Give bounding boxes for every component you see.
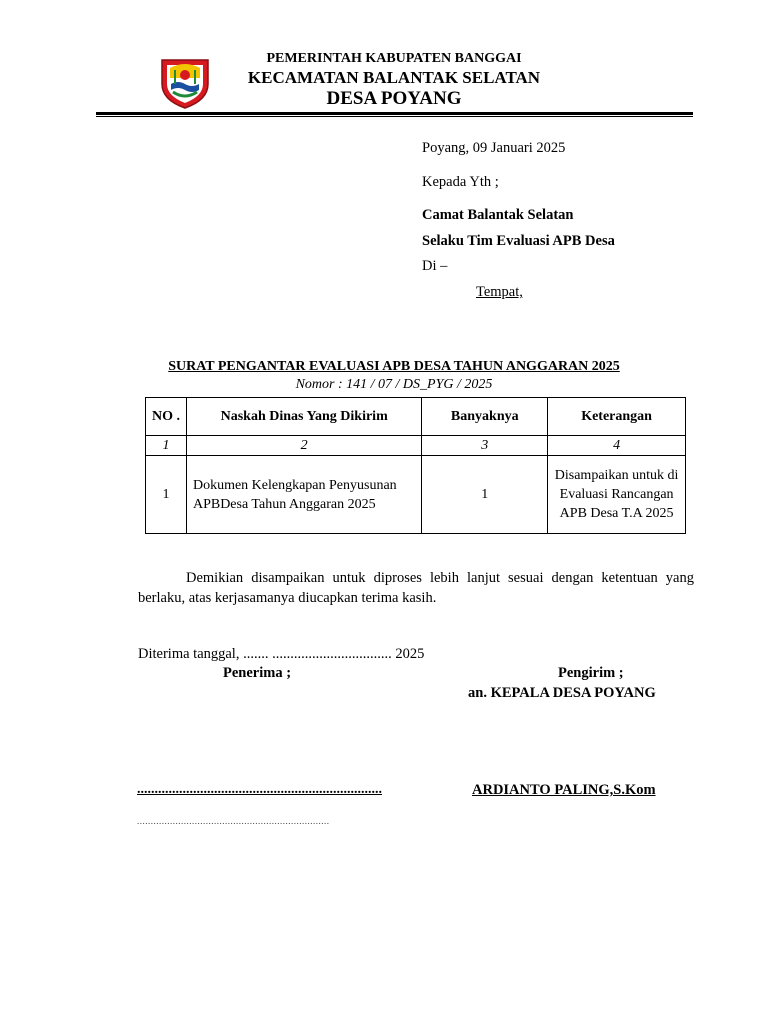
addressee-place: Tempat,: [476, 284, 523, 300]
letterhead-village: DESA POYANG: [326, 88, 462, 109]
sender-name: ARDIANTO PALING,S.Kom: [472, 782, 656, 798]
table-row: [146, 456, 686, 534]
addressee-at: Di –: [422, 258, 448, 274]
receiver-signature-line: ......................................................................: [137, 782, 382, 797]
place-date: Poyang, 09 Januari 2025: [422, 140, 566, 156]
header-keterangan: Keterangan: [548, 398, 686, 436]
closing-paragraph: Demikian disampaikan untuk diproses lebih lanjut sesuai dengan ketentuan yang berlaku, atas kerjasamanya diucapkan terima kasih.: [138, 570, 694, 606]
received-date: Diterima tanggal, ....... ................................. 2025: [138, 646, 425, 662]
letterhead-rule-thick: [96, 112, 693, 115]
table-index-row: [146, 436, 686, 456]
letterhead-rule-thin: [96, 116, 693, 117]
sender-role: an. KEPALA DESA POYANG: [468, 685, 656, 701]
letterhead-regency: PEMERINTAH KABUPATEN BANGGAI: [266, 51, 522, 66]
index-cell: 3: [422, 436, 548, 456]
index-cell: 4: [548, 436, 686, 456]
table-header-row: [146, 398, 686, 436]
index-cell: 2: [186, 436, 421, 456]
header-naskah: Naskah Dinas Yang Dikirim: [186, 398, 421, 436]
header-no: NO .: [146, 398, 187, 436]
cell-keterangan: Disampaikan untuk di Evaluasi Rancangan APB Desa T.A 2025: [548, 456, 686, 534]
sender-label: Pengirim ;: [558, 665, 624, 681]
document-table: [145, 397, 686, 534]
header-banyaknya: Banyaknya: [422, 398, 548, 436]
document-number: Nomor : 141 / 07 / DS_PYG / 2025: [295, 377, 493, 392]
letterhead-district: KECAMATAN BALANTAK SELATAN: [247, 68, 541, 87]
index-cell: 1: [146, 436, 187, 456]
receiver-label: Penerima ;: [223, 665, 292, 681]
document-title: SURAT PENGANTAR EVALUASI APB DESA TAHUN ANGGARAN 2025: [168, 359, 620, 374]
addressee-label: Kepada Yth ;: [422, 174, 499, 190]
cell-naskah: Dokumen Kelengkapan Penyusunan APBDesa Tahun Anggaran 2025: [186, 456, 421, 534]
recipient-name: Camat Balantak Selatan: [422, 207, 574, 223]
recipient-role: Selaku Tim Evaluasi APB Desa: [422, 233, 615, 249]
cell-no: 1: [146, 456, 187, 534]
dotted-line: ......................................................................: [137, 816, 330, 826]
cell-banyaknya: 1: [422, 456, 548, 534]
